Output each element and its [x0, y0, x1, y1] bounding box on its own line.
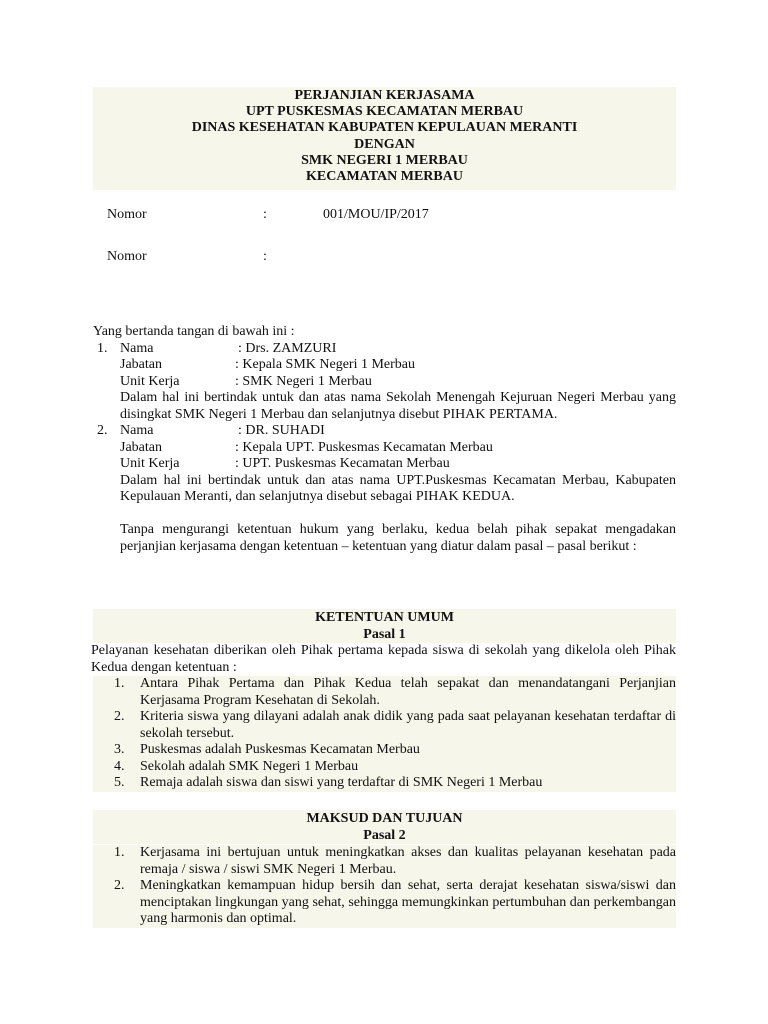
party-field-row — [93, 357, 676, 374]
list-item: 2. Meningkatkan kemampuan hidup bersih dan sehat, serta derajat kesehatan siswa/siswi dan menciptakan lingkungan yang sehat, sehingga memungkinkan pertumbuhan dan perkembangan yang harmonis dan optimal. — [93, 878, 676, 928]
field-label: Jabatan — [120, 439, 162, 455]
field-label: Unit Kerja — [120, 456, 180, 471]
list-item: 1. Kerjasama ini bertujuan untuk meningkatkan akses dan kualitas pelayanan kesehatan pada remaja / siswa / siswi SMK Negeri 1 Merbau. — [93, 845, 676, 878]
nomor-label: Nomor — [107, 207, 147, 222]
party-field-row — [93, 341, 676, 358]
list-item: 2. Kriteria siswa yang dilayani adalah anak didik yang pada saat pelayanan kesehatan terdaftar di sekolah tersebut. — [93, 709, 676, 742]
field-value: : UPT. Puskesmas Kecamatan Merbau — [235, 456, 450, 471]
section-body — [93, 845, 676, 928]
party-field-row — [93, 456, 676, 473]
party-number: 2. — [97, 423, 108, 438]
section-list — [93, 845, 676, 928]
header-line: KECAMATAN MERBAU — [306, 169, 463, 185]
nomor-colon: : — [263, 249, 267, 264]
field-label: Nama — [120, 423, 154, 438]
field-value: : SMK Negeri 1 Merbau — [235, 373, 372, 389]
list-item: 3. Puskesmas adalah Puskesmas Kecamatan Merbau — [93, 742, 676, 759]
party-description: Dalam hal ini bertindak untuk dan atas nama Sekolah Menengah Kejuruan Negeri Merbau yang disingkat SMK Negeri 1 Merbau dan selanjutnya disebut PIHAK PERTAMA. — [120, 390, 676, 422]
document-header — [93, 87, 676, 190]
party-description: Dalam hal ini bertindak untuk dan atas nama UPT.Puskesmas Kecamatan Merbau, Kabupaten Kepulauan Meranti, dan selanjutnya disebut sebagai PIHAK KEDUA. — [120, 472, 676, 504]
party-field-row — [93, 440, 676, 457]
intro-text: Yang bertanda tangan di bawah ini : — [93, 324, 295, 339]
section-lead: Pelayanan kesehatan diberikan oleh Pihak pertama kepada siswa di sekolah yang dikelola oleh Pihak Kedua dengan ketentuan : — [91, 643, 676, 675]
header-line: DENGAN — [354, 136, 415, 152]
field-label: Unit Kerja — [120, 373, 180, 389]
section-pasal: Pasal 2 — [363, 827, 406, 843]
party-field-row — [93, 374, 676, 391]
nomor-colon: : — [263, 207, 267, 222]
party-number: 1. — [97, 340, 108, 356]
nomor-value: 001/MOU/IP/2017 — [323, 207, 429, 222]
nomor-label: Nomor — [107, 249, 147, 264]
list-item: 4. Sekolah adalah SMK Negeri 1 Merbau — [93, 759, 676, 776]
list-item: 5. Remaja adalah siswa dan siswi yang terdaftar di SMK Negeri 1 Merbau — [93, 775, 676, 792]
parties-block — [93, 324, 676, 555]
party-field-row — [93, 423, 676, 440]
header-line: SMK NEGERI 1 MERBAU — [301, 152, 468, 168]
header-line: PERJANJIAN KERJASAMA — [294, 88, 475, 103]
header-line: DINAS KESEHATAN KABUPATEN KEPULAUAN MERANTI — [191, 120, 578, 136]
section-heading — [93, 609, 676, 643]
section-list — [93, 676, 676, 792]
field-label: Nama — [120, 340, 154, 356]
field-value: : Kepala UPT. Puskesmas Kecamatan Merbau — [235, 439, 493, 455]
section-body — [93, 643, 676, 792]
section-heading — [93, 810, 676, 844]
preamble-text: Tanpa mengurangi ketentuan hukum yang berlaku, kedua belah pihak sepakat mengadakan perjanjian kerjasama dengan ketentuan – ketentuan yang diatur dalam pasal – pasal berikut : — [120, 522, 676, 554]
field-value: : Kepala SMK Negeri 1 Merbau — [235, 357, 416, 372]
section-title: MAKSUD DAN TUJUAN — [306, 811, 463, 826]
header-line: UPT PUSKESMAS KECAMATAN MERBAU — [245, 104, 524, 120]
field-value: : DR. SUHADI — [238, 423, 325, 438]
field-label: Jabatan — [120, 357, 162, 372]
list-item: 1. Antara Pihak Pertama dan Pihak Kedua telah sepakat dan menandatangani Perjanjian Kerjasama Program Kesehatan di Sekolah. — [93, 676, 676, 709]
section-pasal: Pasal 1 — [363, 626, 406, 642]
section-title: KETENTUAN UMUM — [315, 610, 454, 625]
field-value: : Drs. ZAMZURI — [238, 340, 337, 356]
